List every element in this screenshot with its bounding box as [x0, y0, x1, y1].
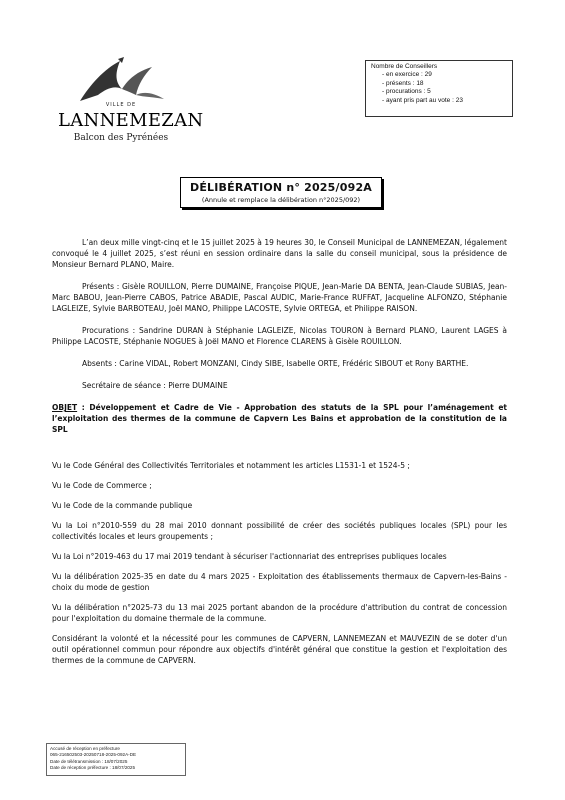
conseillers-presents: - présents : 18 [382, 79, 424, 87]
deliberation-title-box [180, 177, 382, 208]
deliberation-subtitle: (Annule et remplace la délibération n°2025/092) [201, 196, 361, 204]
intro-paragraph: L’an deux mille vingt-cinq et le 15 juillet 2025 à 19 heures 30, le Conseil Municipal de LANNEMEZAN, légalement convoqué le 4 juillet 2025, s’est réuni en session ordinaire dans la salle du conseil municipal, sous la présidence de Monsieur Bernard PLANO, Maire. [52, 238, 507, 269]
accuse-line-2: 065-216502503-20250718-2025-092A-DE [50, 752, 137, 758]
accuse-line-3: Date de télétransmission : 18/07/2025 [50, 758, 128, 764]
procurations-paragraph: Procurations : Sandrine DURAN à Stéphanie LAGLEIZE, Nicolas TOURON à Bernard PLANO, Laurent LAGES à Philippe LACOSTE, Stéphanie NOGUES à Joël MANO et Florence CLARENS à Gisèle ROUILLON. [52, 326, 507, 346]
objet-paragraph [52, 402, 507, 435]
vu-deliberation-2025-73: Vu la délibération n°2025-73 du 13 mai 2025 portant abandon de la procédure d'attribution du contrat de concession pour l'exploitation du domaine thermale de la commune. [52, 603, 507, 623]
presents-paragraph: Présents : Gisèle ROUILLON, Pierre DUMAINE, Françoise PIQUE, Jean-Marie DA BENTA, Jean-Claude SUBIAS, Jean-Marc BABOU, Jean-Pierre CABOS, Patrice ABADIE, Pascal AUDIC, Marie-France RUFFAT, Jacqueline ALFONZO, Stéphanie LAGLEIZE, Sylvie BARBOTEAU, Joël MANO, Philippe LACOSTE, Sylvie ORTEGA, et Philippe RAISON. [52, 282, 507, 313]
accuse-line-1: Accusé de réception en préfecture [50, 746, 120, 751]
absents-paragraph: Absents : Carine VIDAL, Robert MONZANI, Cindy SIBE, Isabelle ORTE, Frédéric SIBOUT et Rony BARTHE. [82, 359, 469, 368]
conseillers-box [365, 60, 513, 117]
document-body [52, 237, 507, 666]
considerant-paragraph: Considérant la volonté et la nécessité pour les communes de CAPVERN, LANNEMEZAN et MAUVEZIN de se doter d'un outil opérationnel commun pour répondre aux objectifs d'intérêt général que constitue la gestion et l'exploitation des thermes de la commune de CAPVERN. [52, 634, 507, 665]
conseillers-title: Nombre de Conseillers [371, 63, 438, 70]
objet-text: : Développement et Cadre de Vie - Approbation des statuts de la SPL pour l’aménagement et l’exploitation des thermes de la commune de Capvern Les Bains et approbation de la constitution de la SPL [52, 403, 507, 434]
vu-loi-2010: Vu la Loi n°2010-559 du 28 mai 2010 donnant possibilité de créer des sociétés publiques locales (SPL) pour les collectivités locales et leurs groupements ; [52, 521, 507, 541]
conseillers-vote: - ayant pris part au vote : 23 [382, 96, 463, 104]
vu-cgct: Vu le Code Général des Collectivités Territoriales et notamment les articles L1531-1 et 1524-5 ; [52, 461, 410, 470]
city-logo [58, 55, 204, 150]
vu-deliberation-2025-35: Vu la délibération 2025-35 en date du 4 mars 2025 - Exploitation des établissements thermaux de Capvern-les-Bains - choix du mode de gestion [52, 572, 507, 592]
vu-loi-2019: Vu la Loi n°2019-463 du 17 mai 2019 tendant à sécuriser l'actionnariat des entreprises publiques locales [52, 552, 447, 561]
conseillers-procurations: - procurations : 5 [382, 88, 431, 96]
accuse-reception-box [46, 743, 186, 776]
conseillers-exercice: - en exercice : 29 [382, 71, 432, 79]
vu-code-commerce: Vu le Code de Commerce ; [52, 481, 152, 490]
deliberation-title: DÉLIBÉRATION n° 2025/092A [189, 181, 373, 194]
logo-city-name: LANNEMEZAN [58, 110, 204, 131]
vu-code-commande-publique: Vu le Code de la commande publique [52, 501, 193, 510]
accuse-line-4: Date de réception préfecture : 18/07/2025 [50, 764, 136, 770]
logo-ville-text: VILLE DE [105, 102, 137, 108]
mountain-logo-icon [78, 55, 168, 103]
objet-label: OBJET [52, 403, 78, 412]
secretaire-paragraph: Secrétaire de séance : Pierre DUMAINE [82, 381, 228, 390]
logo-tagline: Balcon des Pyrénées [73, 133, 169, 143]
